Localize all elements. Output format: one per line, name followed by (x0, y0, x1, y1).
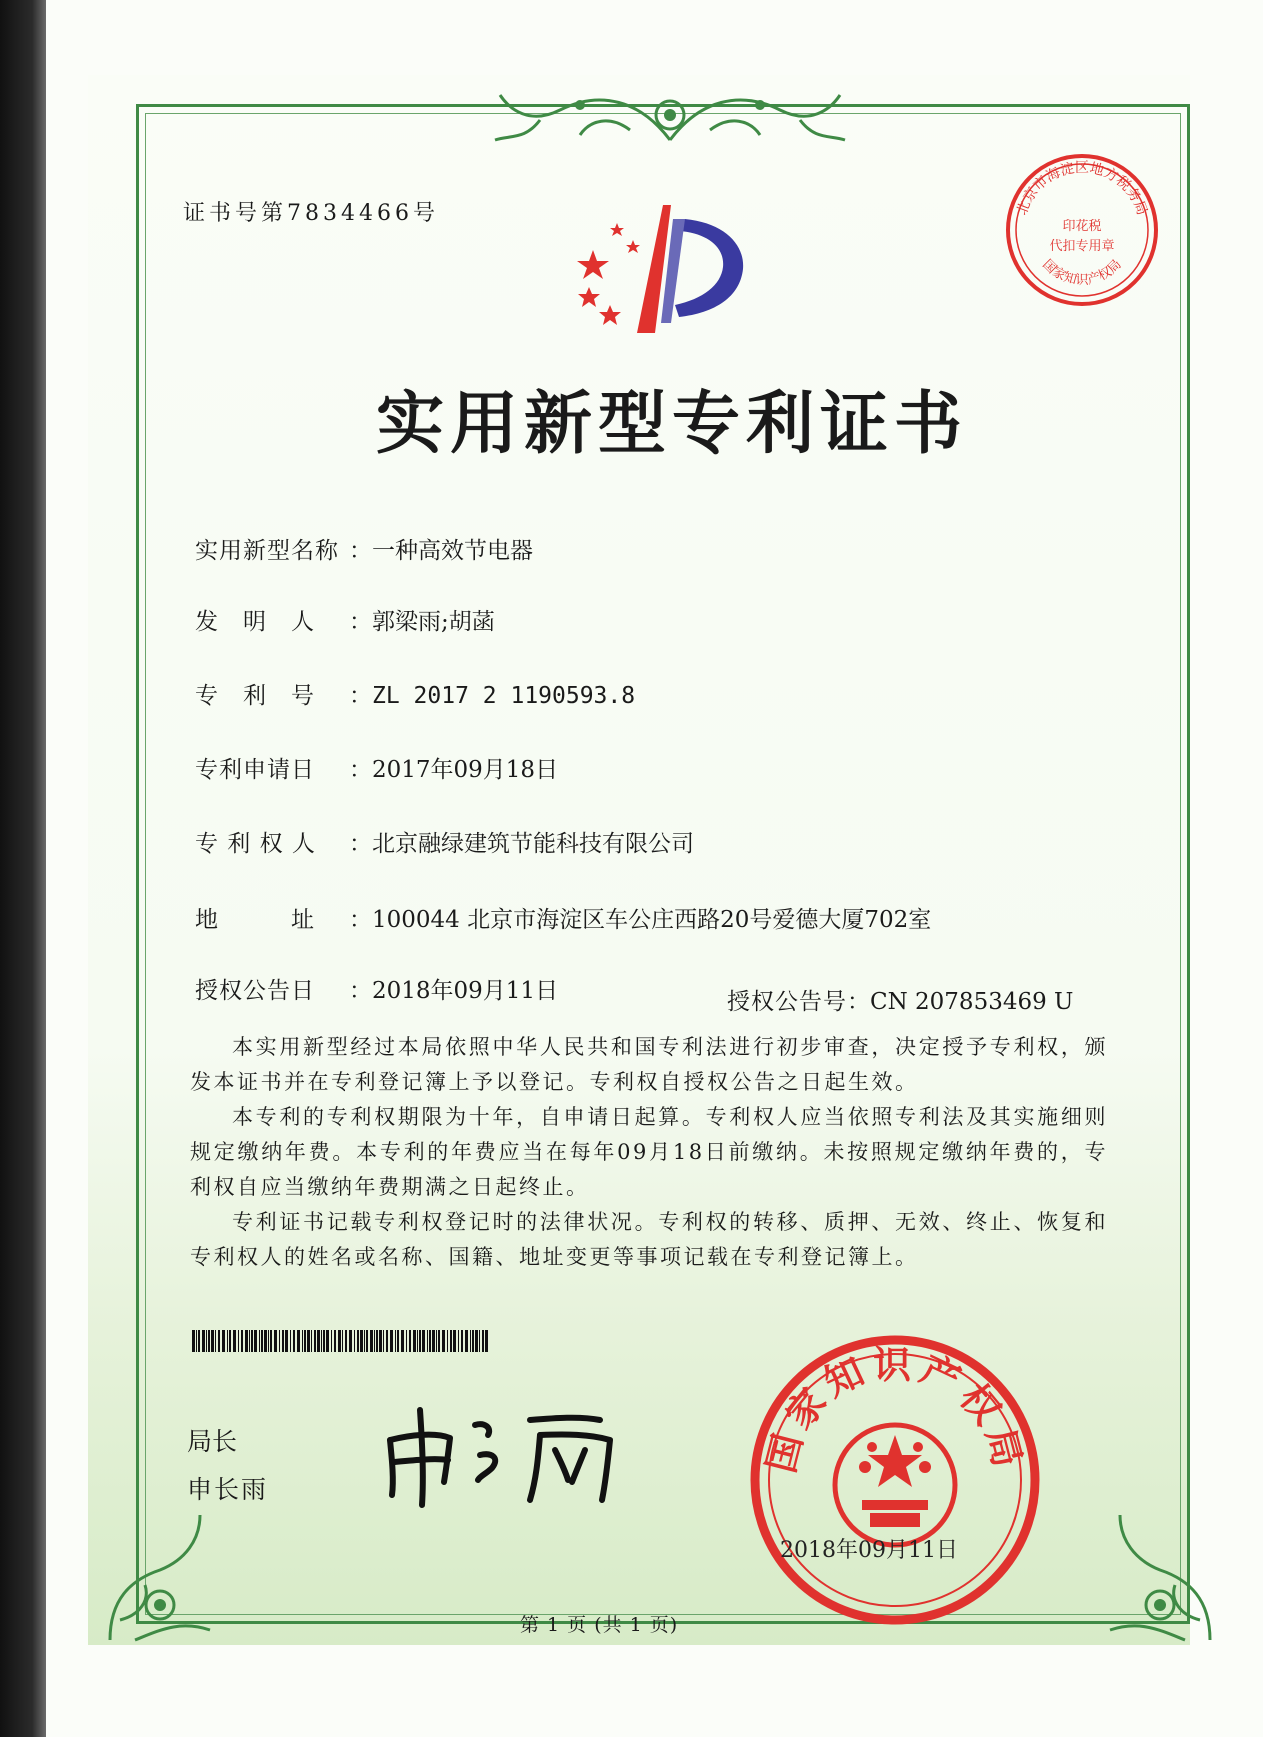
barcode-bar (317, 1330, 320, 1352)
field-address: 地 址 ：100044 北京市海淀区车公庄西路20号爱德大厦702室 (195, 901, 931, 934)
director-title: 局长 (187, 1427, 238, 1456)
field-value: 郭梁雨;胡菡 (372, 609, 495, 635)
field-application-date: 专利申请日 ：2017年09月18日 (195, 751, 558, 784)
barcode-bar (386, 1330, 388, 1352)
field-label: 授权公告日 (195, 978, 315, 1004)
barcode-bar (383, 1330, 384, 1352)
barcode-bar (326, 1330, 329, 1352)
certificate-statement (190, 1030, 1108, 1275)
field-patent-number: 专 利 号 ：ZL 2017 2 1190593.8 (195, 677, 635, 710)
stamp-duty-seal-icon (1002, 150, 1162, 310)
page-indicator: 第 1 页 (共 1 页) (520, 1614, 679, 1636)
field-patentee: 专 利 权 人 ：北京融绿建筑节能科技有限公司 (195, 825, 694, 858)
barcode-bar (479, 1330, 480, 1352)
barcode-bar (279, 1330, 280, 1352)
barcode-bar (334, 1330, 336, 1352)
svg-text:国家知识产权局: 国家知识产权局 (1039, 257, 1125, 288)
barcode-bar (406, 1330, 407, 1352)
barcode-bar (436, 1330, 437, 1352)
barcode-bar (304, 1330, 306, 1352)
barcode-bar (470, 1330, 471, 1352)
field-label: 发 明 人 (195, 609, 315, 635)
scanner-edge (0, 0, 46, 1737)
barcode-bar (208, 1330, 210, 1352)
barcode-bar (202, 1330, 205, 1352)
barcode-bar (264, 1330, 267, 1352)
barcode-bar (447, 1330, 448, 1352)
barcode-bar (345, 1330, 347, 1352)
barcode-bar (338, 1330, 341, 1352)
barcode-bar (311, 1330, 312, 1352)
barcode-bar (374, 1330, 375, 1352)
barcode-bar (233, 1330, 236, 1352)
field-inventors: 发 明 人 ：郭梁雨;胡菡 (195, 603, 495, 636)
field-value: 北京融绿建筑节能科技有限公司 (372, 831, 694, 857)
barcode-bar (297, 1330, 300, 1352)
barcode-bar (461, 1330, 463, 1352)
field-value: 2017年09月18日 (372, 757, 559, 783)
barcode-bar (249, 1330, 250, 1352)
barcode-bar (211, 1330, 214, 1352)
barcode-bar (238, 1330, 239, 1352)
statement-paragraph: 专利证书记载专利权登记时的法律状况。专利权的转移、质押、无效、终止、恢复和专利权人的姓名或名称、国籍、地址变更等事项记载在专利登记簿上。 (190, 1210, 1108, 1269)
field-value: CN 207853469 U (870, 989, 1074, 1015)
barcode-bar (314, 1330, 316, 1352)
barcode-bar (465, 1330, 468, 1352)
barcode-bar (285, 1330, 288, 1352)
barcode-bar (268, 1330, 269, 1352)
barcode-bar (395, 1330, 396, 1352)
barcode-bar (302, 1330, 303, 1352)
barcode-bar (482, 1330, 484, 1352)
barcode-bar (342, 1330, 343, 1352)
barcode-bar (307, 1330, 310, 1352)
barcode-bar (390, 1330, 393, 1352)
field-grant-date: 授权公告日 ：2018年09月11日 (195, 972, 558, 1005)
barcode-bar (472, 1330, 474, 1352)
certificate-title: 实用新型专利证书 (376, 384, 969, 464)
barcode-bar (376, 1330, 378, 1352)
certificate-number: 证书号第7834466号 (183, 201, 439, 226)
barcode-bar (282, 1330, 284, 1352)
director-name: 申长雨 (187, 1475, 269, 1504)
barcode-bar (475, 1330, 478, 1352)
svg-text:代扣专用章: 代扣专用章 (1049, 239, 1115, 254)
barcode-bar (419, 1330, 421, 1352)
field-utility-model-name: 实用新型名称 ：一种高效节电器 (195, 532, 533, 565)
barcode-bar (321, 1330, 322, 1352)
barcode-bar (379, 1330, 382, 1352)
svg-text:国家知识产权局: 国家知识产权局 (758, 1343, 1032, 1478)
barcode-bar (453, 1330, 456, 1352)
director-signature-icon (380, 1400, 650, 1510)
bottom-right-corner-ornament-icon (1090, 1500, 1230, 1650)
barcode-bar (198, 1330, 200, 1352)
barcode-bar (215, 1330, 216, 1352)
barcode-bar (254, 1330, 257, 1352)
field-label: 专利申请日 (195, 757, 315, 783)
bottom-left-corner-ornament-icon (90, 1500, 230, 1650)
barcode-bar (251, 1330, 253, 1352)
barcode-bar (331, 1330, 332, 1352)
barcode-bar (218, 1330, 220, 1352)
barcode-bar (222, 1330, 225, 1352)
patent-office-emblem-icon (575, 205, 765, 335)
svg-text:印花税: 印花税 (1062, 219, 1102, 234)
barcode-bar (442, 1330, 445, 1352)
barcode-bar (409, 1330, 411, 1352)
field-label: 授权公告号 (727, 989, 847, 1015)
barcode-bar (241, 1330, 243, 1352)
field-value: 2018年09月11日 (372, 978, 559, 1004)
barcode-bar (290, 1330, 291, 1352)
barcode-bar (429, 1330, 431, 1352)
barcode-bar (259, 1330, 260, 1352)
svg-text:北京市海淀区地方税务局: 北京市海淀区地方税务局 (1014, 160, 1150, 218)
barcode-bar (432, 1330, 435, 1352)
barcode-bar (370, 1330, 373, 1352)
barcode-bar (438, 1330, 440, 1352)
barcode-bar (196, 1330, 197, 1352)
barcode-bar (206, 1330, 207, 1352)
field-label: 实用新型名称 (195, 538, 339, 564)
field-label: 地 址 (195, 907, 315, 933)
statement-paragraph: 本实用新型经过本局依照中华人民共和国专利法进行初步审查，决定授予专利权，颁发本证书并在专利登记簿上予以登记。专利权自授权公告之日起生效。 (190, 1035, 1108, 1094)
cnipa-official-seal-icon (750, 1335, 1040, 1625)
barcode-bar (397, 1330, 399, 1352)
barcode-bar (458, 1330, 459, 1352)
barcode-bar (270, 1330, 272, 1352)
barcode-bar (427, 1330, 428, 1352)
barcode-bar (349, 1330, 352, 1352)
barcode-bar (364, 1330, 365, 1352)
field-value: ZL 2017 2 1190593.8 (372, 683, 636, 709)
barcode-bar (417, 1330, 418, 1352)
barcode-bar (401, 1330, 404, 1352)
statement-paragraph: 本专利的专利权期限为十年，自申请日起算。专利权人应当依照专利法及其实施细则规定缴纳年费。本专利的年费应当在每年09月18日前缴纳。未按照规定缴纳年费的，专利权自应当缴纳年费期满之日起终止。 (190, 1105, 1108, 1199)
barcode-bar (227, 1330, 228, 1352)
barcode-bar (245, 1330, 248, 1352)
field-value: 100044 北京市海淀区车公庄西路20号爱德大厦702室 (372, 907, 932, 933)
barcode-bar (450, 1330, 452, 1352)
field-value: 一种高效节电器 (372, 538, 533, 564)
barcode-icon (192, 1330, 492, 1352)
barcode-bar (293, 1330, 295, 1352)
barcode-bar (366, 1330, 368, 1352)
field-announcement-number: 授权公告号：CN 207853469 U (727, 989, 1074, 1015)
barcode-bar (192, 1330, 195, 1352)
barcode-bar (323, 1330, 325, 1352)
top-floral-ornament-icon (480, 80, 860, 150)
field-label: 专 利 权 人 (195, 831, 316, 857)
field-label: 专 利 号 (195, 683, 315, 709)
barcode-bar (274, 1330, 277, 1352)
barcode-bar (413, 1330, 416, 1352)
barcode-bar (360, 1330, 363, 1352)
barcode-bar (357, 1330, 359, 1352)
barcode-bar (422, 1330, 425, 1352)
barcode-bar (485, 1330, 488, 1352)
barcode-bar (261, 1330, 263, 1352)
barcode-bar (229, 1330, 231, 1352)
seal-date: 2018年09月11日 (780, 1538, 958, 1563)
barcode-bar (354, 1330, 355, 1352)
